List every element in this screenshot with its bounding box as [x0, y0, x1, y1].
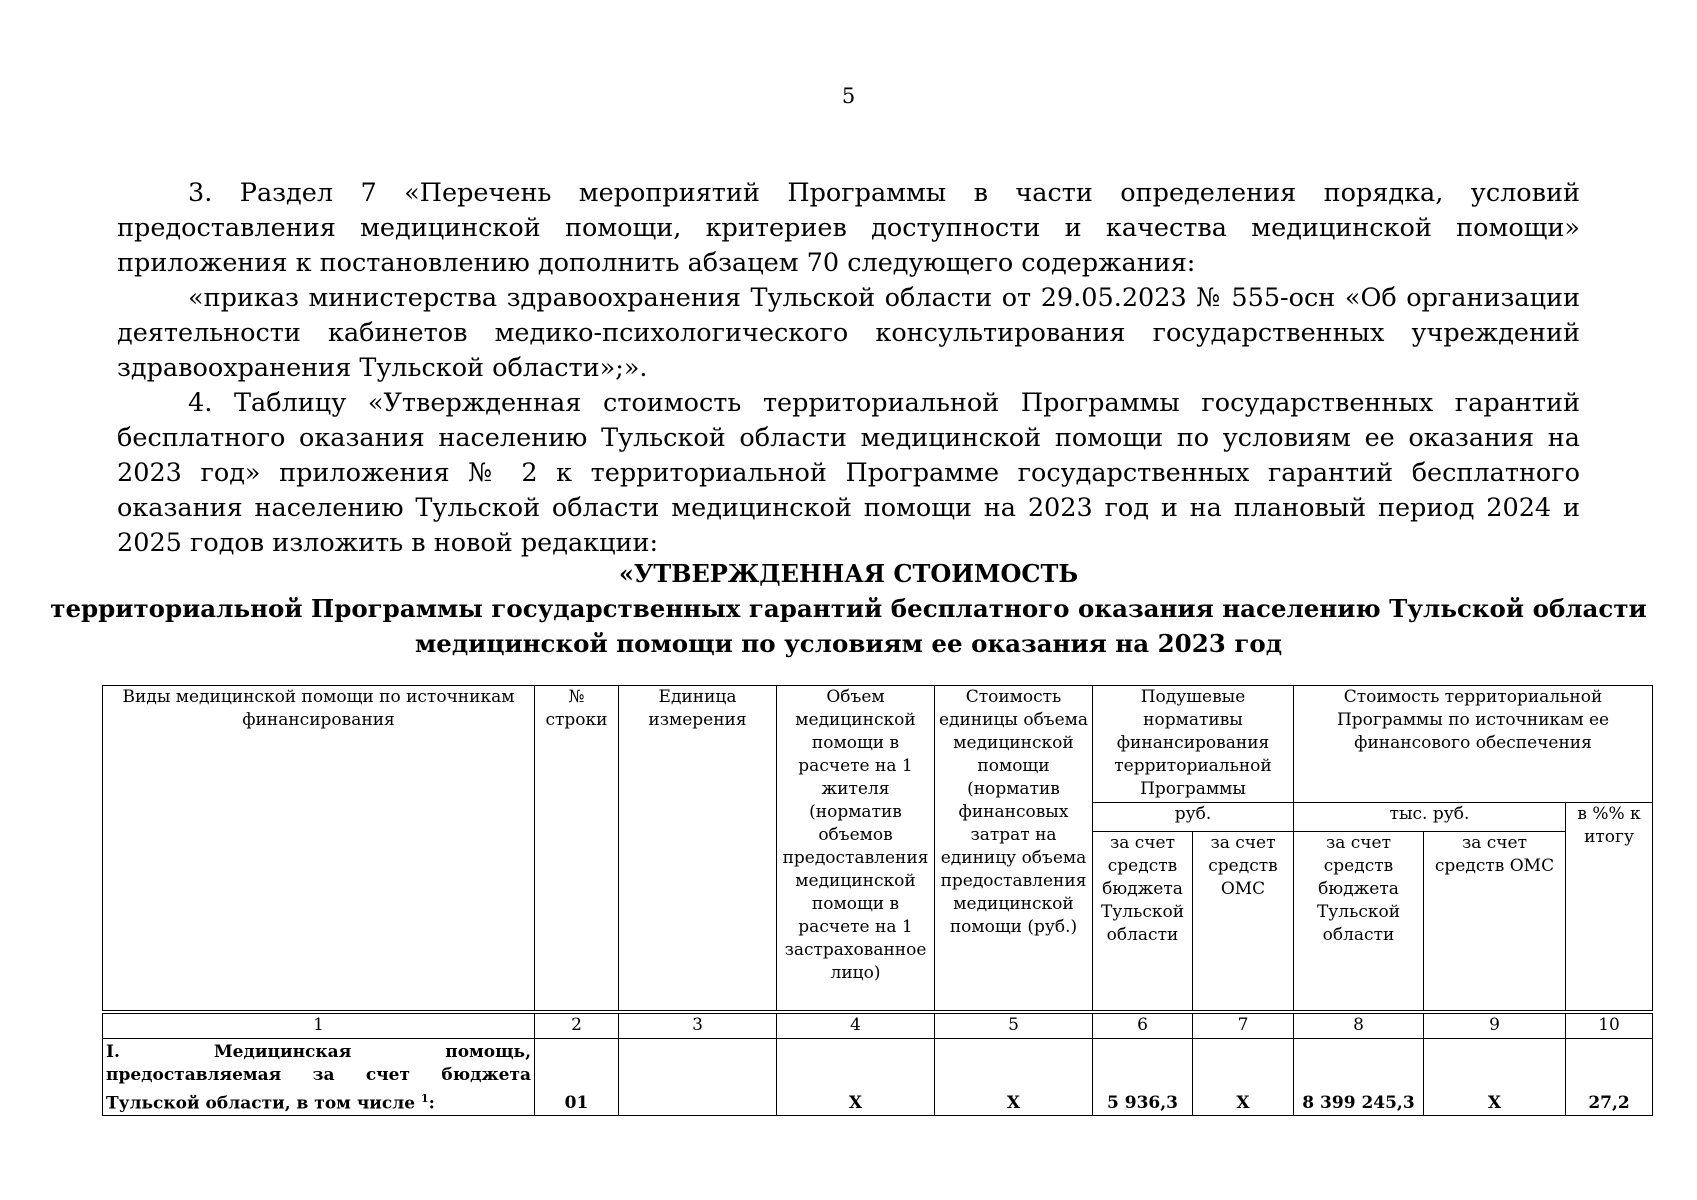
column-number: 6	[1093, 1012, 1193, 1039]
column-number: 3	[619, 1012, 777, 1039]
header-volume: Объем медицинской помощи в расчете на 1 жителя (норматив объемов предоставления медицинской помощи в расчете на 1 застрахованное лицо)	[777, 686, 935, 1012]
page-number: 5	[841, 84, 856, 108]
table-title-line-1: «УТВЕРЖДЕННАЯ СТОИМОСТЬ	[618, 559, 1079, 588]
cost-table	[102, 685, 1653, 1116]
header-cost-oms: за счет средств ОМС	[1424, 832, 1566, 1012]
header-row-number: № строки	[535, 686, 619, 1012]
row-cost-budget: 8 399 245,3	[1294, 1038, 1424, 1116]
body-text	[117, 176, 1580, 561]
column-number: 9	[1424, 1012, 1566, 1039]
row-label-suffix: :	[428, 1093, 435, 1114]
header-program-cost: Стоимость территориальной Программы по источникам ее финансового обеспечения	[1294, 686, 1653, 803]
header-percent: в %% к итогу	[1566, 803, 1653, 1012]
table-title-line-2: территориальной Программы государственных гарантий бесплатного оказания населению Тульской области	[50, 594, 1647, 623]
column-number: 10	[1566, 1012, 1653, 1039]
header-per-capita-budget: за счет средств бюджета Тульской области	[1093, 832, 1193, 1012]
header-per-capita-oms: за счет средств ОМС	[1193, 832, 1294, 1012]
row-number: 01	[535, 1038, 619, 1116]
paragraph-section-7: 3. Раздел 7 «Перечень мероприятий Программы в части определения порядка, условий предоставления медицинской помощи, критериев доступности и качества медицинской помощи» приложения к постановлению дополнить абзацем 70 следующего содержания:	[117, 178, 1580, 278]
row-percent: 27,2	[1566, 1038, 1653, 1116]
table-title	[0, 556, 1697, 661]
footnote-mark: 1	[420, 1091, 429, 1105]
row-per-capita-budget: 5 936,3	[1093, 1038, 1193, 1116]
column-number: 1	[103, 1012, 535, 1039]
column-number: 8	[1294, 1012, 1424, 1039]
row-label-text: I. Медицинская помощь, предоставляемая за счет бюджета Тульской области, в том числе	[106, 1041, 531, 1114]
paragraph-table-replace: 4. Таблицу «Утвержденная стоимость территориальной Программы государственных гарантий бесплатного оказания населению Тульской области медицинской помощи по условиям ее оказания на 2023 год» приложения № 2 к территориальной Программе государственных гарантий бесплатного оказания населению Тульской области медицинской помощи на 2023 год и на плановый период 2024 и 2025 годов изложить в новой редакции:	[117, 388, 1580, 558]
row-per-capita-oms: Х	[1193, 1038, 1294, 1116]
header-rub: руб.	[1093, 803, 1294, 832]
row-label	[103, 1038, 535, 1116]
row-volume: Х	[777, 1038, 935, 1116]
header-care-type: Виды медицинской помощи по источникам финансирования	[103, 686, 535, 1012]
column-number: 7	[1193, 1012, 1294, 1039]
row-cost-oms: Х	[1424, 1038, 1566, 1116]
table-title-line-3: медицинской помощи по условиям ее оказания на 2023 год	[414, 629, 1283, 658]
column-number: 2	[535, 1012, 619, 1039]
column-number-row	[103, 1012, 1653, 1039]
table-row	[103, 1038, 1653, 1116]
column-number: 5	[935, 1012, 1093, 1039]
header-unit: Единица измерения	[619, 686, 777, 1012]
header-thous-rub: тыс. руб.	[1294, 803, 1566, 832]
column-number: 4	[777, 1012, 935, 1039]
header-per-capita: Подушевые нормативы финансирования территориальной Программы	[1093, 686, 1294, 803]
header-unit-cost: Стоимость единицы объема медицинской помощи (норматив финансовых затрат на единицу объема предоставления медицинской помощи (руб.)	[935, 686, 1093, 1012]
row-unit	[619, 1038, 777, 1116]
paragraph-order-quote: «приказ министерства здравоохранения Тульской области от 29.05.2023 № 555-осн «Об организации деятельности кабинетов медико-психологического консультирования государственных учреждений здравоохранения Тульской области»;».	[117, 283, 1580, 383]
row-unit-cost: Х	[935, 1038, 1093, 1116]
header-cost-budget: за счет средств бюджета Тульской области	[1294, 832, 1424, 1012]
